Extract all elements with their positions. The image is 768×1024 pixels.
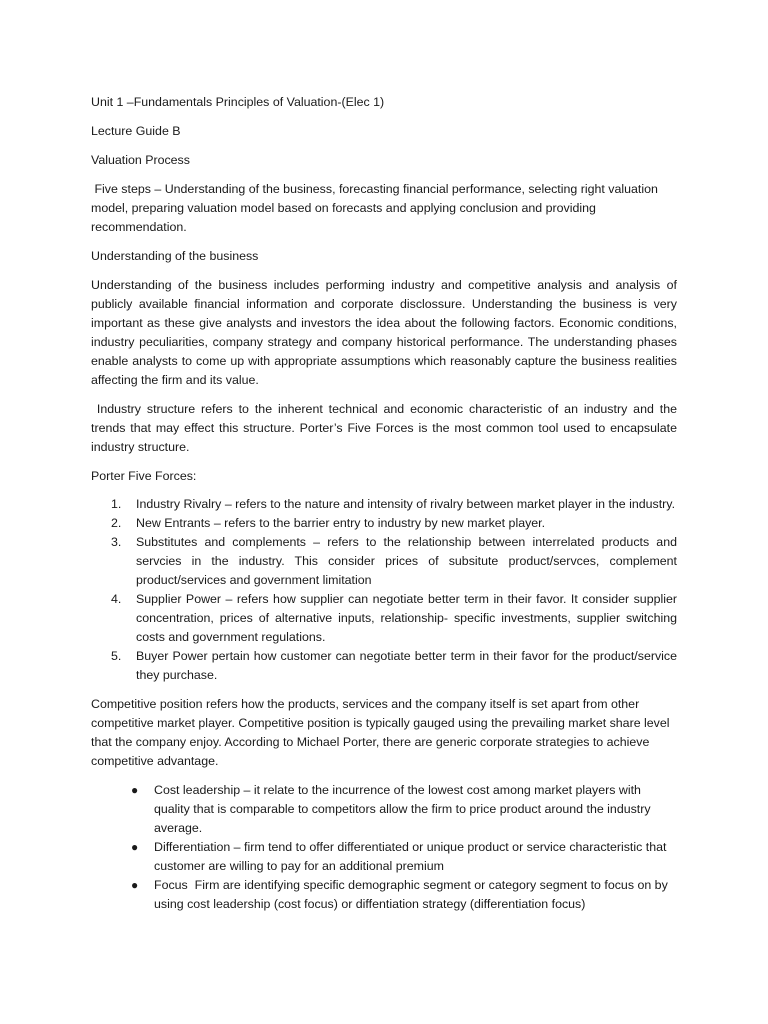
understanding-heading: Understanding of the business: [91, 249, 259, 263]
list-number: 5.: [111, 649, 122, 663]
list-item-text: Differentiation – firm tend to offer differentiated or unique product or service characteristic that customer are willing to pay for an additional premium: [154, 840, 667, 873]
list-number: 1.: [111, 497, 122, 511]
list-item: [111, 533, 677, 590]
industry-structure-paragraph: Industry structure refers to the inherent technical and economic characteristic of an industry and the trends that may effect this structure. Porter’s Five Forces is the most common tool used to encapsulate industry structure.: [91, 402, 681, 454]
list-item-text: Industry Rivalry – refers to the nature and intensity of rivalry between market player in the industry.: [136, 497, 676, 511]
lecture-guide-label: Lecture Guide B: [91, 124, 181, 138]
understanding-paragraph: Understanding of the business includes performing industry and competitive analysis and analysis of publicly available financial information and corporate disclossure. Understanding the business is very important as these give analysts and investors the idea about the following factors. Economic conditions, industry peculiarities, company strategy and company historical performance. The understanding phases enable analysts to come up with appropriate assumptions which reasonably capture the business realities affecting the firm and its value.: [91, 278, 677, 387]
document-title: Unit 1 –Fundamentals Principles of Valuation-(Elec 1): [91, 95, 385, 109]
bullet-icon: ●: [131, 878, 139, 892]
list-number: 4.: [111, 592, 122, 606]
competitive-position-paragraph: Competitive position refers how the products, services and the company itself is set apart from other competitive market player. Competitive position is typically gauged using the prevailing market share level that the company enjoy. According to Michael Porter, there are generic corporate strategies to achieve competitive advantage.: [91, 697, 670, 768]
list-number: 2.: [111, 516, 122, 530]
list-item: [111, 495, 677, 514]
porter-heading: Porter Five Forces:: [91, 469, 197, 483]
strategies-list: [91, 781, 677, 914]
list-item: [111, 514, 677, 533]
bullet-icon: ●: [131, 840, 139, 854]
bullet-icon: ●: [131, 783, 139, 797]
section-heading-valuation-process: Valuation Process: [91, 153, 190, 167]
list-item-text: Supplier Power – refers how supplier can negotiate better term in their favor. It consider supplier concentration, prices of alternative inputs, relationship- specific investments, supplier switching costs and government regulations.: [136, 592, 677, 644]
list-item: [131, 838, 677, 876]
list-item-text: Substitutes and complements – refers to the relationship between interrelated products and servcies in the industry. This consider prices of subsitute product/servces, complement product/services and government limitation: [136, 535, 677, 587]
list-item-text: Cost leadership – it relate to the incurrence of the lowest cost among market players with quality that is comparable to competitors allow the firm to price product around the industry average.: [154, 783, 651, 835]
list-item-text: Buyer Power pertain how customer can negotiate better term in their favor for the product/service they purchase.: [136, 649, 677, 682]
list-item: [131, 781, 677, 838]
list-item-text: Focus Firm are identifying specific demographic segment or category segment to focus on by using cost leadership (cost focus) or diffentiation strategy (differentiation focus): [154, 878, 672, 911]
list-item-text: New Entrants – refers to the barrier entry to industry by new market player.: [136, 516, 546, 530]
list-number: 3.: [111, 535, 122, 549]
list-item: [131, 876, 677, 914]
list-item: [111, 647, 677, 685]
list-item: [111, 590, 677, 647]
porter-forces-list: [91, 495, 677, 685]
five-steps-paragraph: Five steps – Understanding of the business, forecasting financial performance, selecting right valuation model, preparing valuation model based on forecasts and applying conclusion and providing recommendation.: [91, 182, 662, 234]
